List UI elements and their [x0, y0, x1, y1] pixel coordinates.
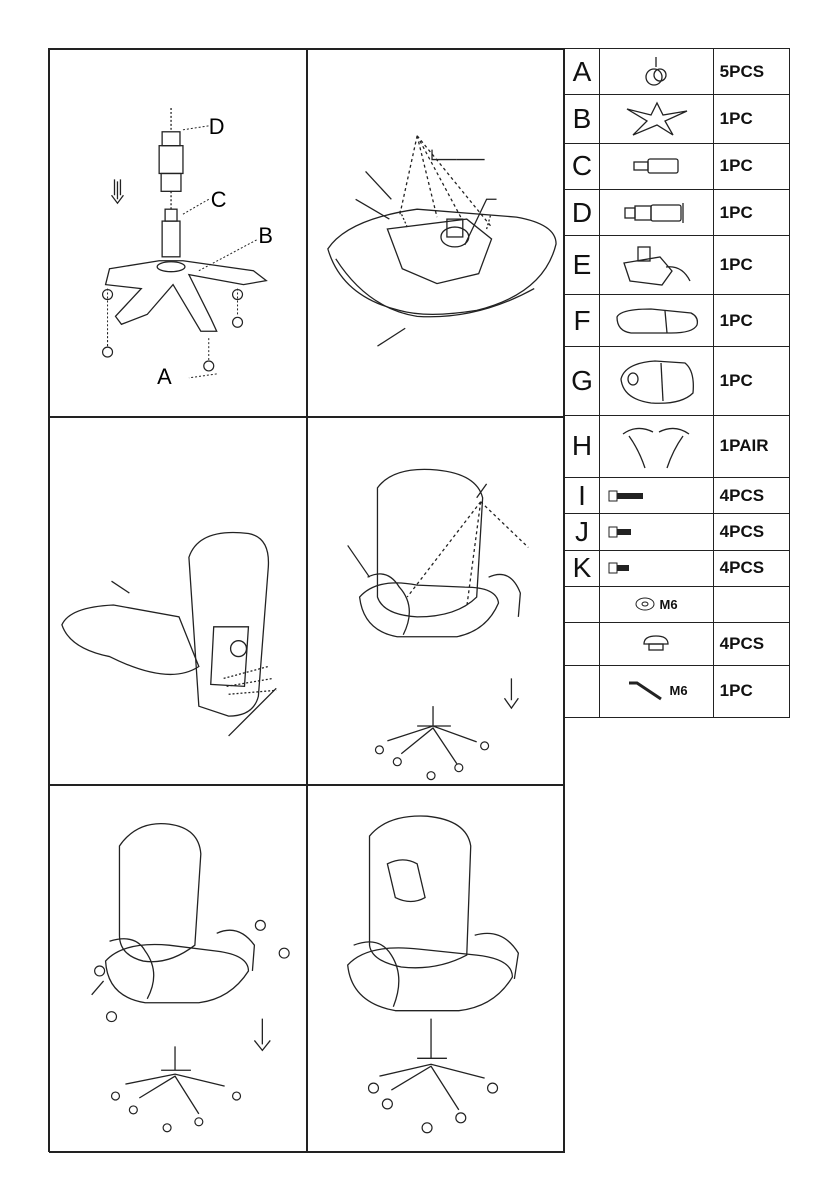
part-letter: D	[565, 190, 600, 236]
part-letter	[565, 665, 600, 717]
part-qty: 1PC	[713, 190, 789, 236]
short-bolt-icon	[608, 562, 713, 574]
part-letter: B	[565, 95, 600, 143]
part-row	[565, 236, 790, 294]
step-4-armrests	[307, 417, 565, 785]
part-letter: I	[565, 478, 600, 514]
caster-wheel-icon	[600, 55, 713, 89]
part-letter	[565, 586, 600, 622]
part-row	[565, 49, 790, 95]
part-row	[565, 550, 790, 586]
cylinder-cover-icon	[600, 201, 713, 225]
part-qty: 1PC	[713, 665, 789, 717]
part-row	[565, 347, 790, 416]
parts-list-table	[564, 48, 790, 718]
part-row	[565, 143, 790, 189]
part-row	[565, 514, 790, 550]
part-letter: K	[565, 550, 600, 586]
cap-cover-icon	[600, 634, 713, 654]
part-letter	[565, 623, 600, 665]
part-row	[565, 623, 790, 665]
part-qty: 4PCS	[713, 478, 789, 514]
label-d: D	[208, 113, 225, 139]
part-letter: J	[565, 514, 600, 550]
assembly-steps-grid	[48, 48, 564, 1152]
part-qty: 1PAIR	[713, 415, 789, 477]
washer-icon	[635, 596, 655, 613]
finished-chair-drawing	[308, 786, 564, 1152]
step-5-caps-and-base	[49, 785, 307, 1153]
part-letter: F	[565, 294, 600, 346]
part-qty: 4PCS	[713, 550, 789, 586]
step-1-base-assembly	[49, 49, 307, 417]
base-assembly-drawing	[50, 50, 306, 416]
medium-bolt-icon	[608, 526, 713, 538]
part-row	[565, 586, 790, 622]
allen-key-icon	[625, 683, 665, 700]
part-qty: 1PC	[713, 236, 789, 294]
part-qty: 1PC	[713, 95, 789, 143]
seat-mechanism-drawing	[308, 50, 564, 416]
part-letter: G	[565, 347, 600, 416]
part-row	[565, 294, 790, 346]
long-bolt-icon	[608, 490, 713, 502]
part-qty: 1PC	[713, 294, 789, 346]
part-row	[565, 415, 790, 477]
part-qty: 4PCS	[713, 514, 789, 550]
star-base-icon	[600, 99, 713, 139]
armrests-icon	[600, 420, 713, 472]
label-b: B	[258, 222, 273, 248]
gas-cylinder-icon	[600, 154, 713, 178]
step-6-finished-chair	[307, 785, 565, 1153]
part-qty: 4PCS	[713, 623, 789, 665]
backrest-icon	[600, 353, 713, 409]
cap-cover-drawing	[50, 786, 306, 1152]
part-letter: H	[565, 415, 600, 477]
step-3-backrest-to-seat	[49, 417, 307, 785]
washer-size: M6	[659, 596, 678, 612]
part-row	[565, 95, 790, 143]
part-qty	[713, 586, 789, 622]
part-letter: E	[565, 236, 600, 294]
part-qty: 1PC	[713, 347, 789, 416]
label-c: C	[210, 187, 227, 213]
part-row	[565, 665, 790, 717]
part-row	[565, 478, 790, 514]
part-qty: 5PCS	[713, 49, 789, 95]
tilt-mechanism-icon	[600, 241, 713, 289]
armrest-attach-drawing	[308, 418, 564, 784]
backrest-attach-drawing	[50, 418, 306, 784]
part-qty: 1PC	[713, 143, 789, 189]
label-a: A	[157, 363, 172, 389]
part-letter: C	[565, 143, 600, 189]
part-letter: A	[565, 49, 600, 95]
seat-cushion-icon	[600, 303, 713, 339]
part-row	[565, 190, 790, 236]
allen-key-size: M6	[669, 683, 688, 699]
step-2-mechanism-to-seat	[307, 49, 565, 417]
